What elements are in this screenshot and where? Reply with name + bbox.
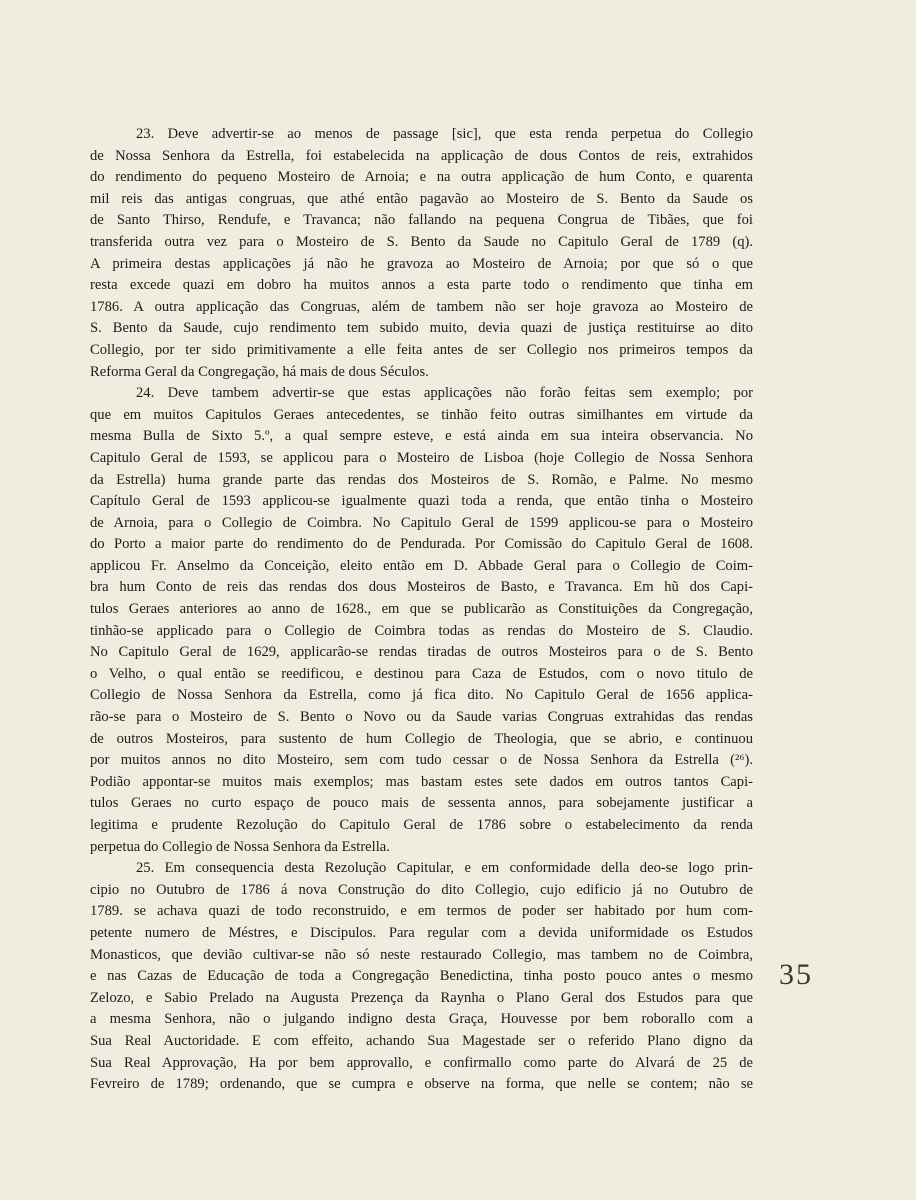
text-line: legitima e prudente Rezolução do Capitulo Geral de 1786 sobre o estabelecimento da renda <box>90 817 753 833</box>
text-line: 1789. se achava quazi de todo reconstruido, e em termos de poder ser habitado por hum com- <box>90 903 753 920</box>
paragraph-24 <box>90 383 753 858</box>
text-line: rão-se para o Mosteiro de S. Bento o Novo ou da Saude varias Congruas extrahidas das rendas <box>90 709 753 726</box>
text-line: e nas Cazas de Educação de toda a Congregação Benedictina, tinha posto pouco antes o mesmo <box>90 968 753 985</box>
text-line: de Nossa Senhora da Estrella, foi estabelecida na applicação de dous Contos de reis, extrahidos <box>90 147 753 164</box>
text-line: Podião appontar-se muitos mais exemplos; mas bastam estes sete dados em outros tantos Capi- <box>90 773 753 790</box>
text-line: por muitos annos no dito Mosteiro, sem com tudo cessar o de Nossa Senhora da Estrella (²⁶). <box>90 752 753 769</box>
page-number: 35 <box>779 958 813 991</box>
paragraph-25 <box>90 858 753 1096</box>
text-line: applicou Fr. Anselmo da Conceição, eleito então em D. Abbade Geral para o Collegio de Coim- <box>90 557 753 574</box>
body-text <box>90 124 753 1096</box>
text-line: 25. Em consequencia desta Rezolução Capitular, e em conformidade della deo-se logo prin- <box>136 860 753 877</box>
text-line: 23. Deve advertir-se ao menos de passage [sic], que esta renda perpetua do Collegio <box>136 126 753 142</box>
text-line: que em muitos Capitulos Geraes antecedentes, se tinhão feito outras similhantes em virtude da <box>90 406 753 423</box>
text-line: de Arnoia, para o Collegio de Coimbra. No Capitulo Geral de 1599 applicou-se para o Mosteiro <box>90 514 753 531</box>
text-line: perpetua do Collegio de Nossa Senhora da Estrella. <box>90 838 390 855</box>
text-line: bra hum Conto de reis das rendas dos dous Mosteiros de Basto, e Travanca. Em hũ dos Capi- <box>90 579 753 596</box>
text-line: 1786. A outra applicação das Congruas, além de tambem não ser hoje gravoza ao Mosteiro de <box>90 298 753 315</box>
text-line: de outros Mosteiros, para sustento de hum Collegio de Theologia, que se abrio, e continuou <box>90 730 753 747</box>
text-line: transferida outra vez para o Mosteiro de S. Bento da Saude no Capitulo Geral de 1789 (q). <box>90 233 753 250</box>
text-line: Capítulo Geral de 1593 applicou-se igualmente quazi toda a renda, que então tinha o Mosteiro <box>90 493 753 510</box>
text-line: Reforma Geral da Congregação, há mais de dous Séculos. <box>90 363 429 380</box>
text-line: Zelozo, e Sabio Prelado na Augusta Prezença da Raynha o Plano Geral dos Estudos para que <box>90 989 753 1006</box>
text-line: tulos Geraes no curto espaço de pouco mais de sessenta annos, para sobejamente justificar a <box>90 795 753 812</box>
text-line: Sua Real Auctoridade. E com effeito, achando Sua Magestade ser o referido Plano digno da <box>90 1032 753 1049</box>
text-line: Fevreiro de 1789; ordenando, que se cumpra e observe na forma, que nelle se contem; não se <box>90 1076 753 1093</box>
text-line: tinhão-se applicado para o Collegio de Coimbra todas as rendas do Mosteiro de S. Claudio. <box>90 622 753 639</box>
text-line: tulos Geraes anteriores ao anno de 1628., em que se publicarão as Constituições da Congregação, <box>90 601 753 618</box>
text-line: mil reis das antigas congruas, que athé então pagavão ao Mosteiro de S. Bento da Saude os <box>90 190 753 207</box>
text-line: cipio no Outubro de 1786 á nova Construção do dito Collegio, cujo edificio já no Outubro de <box>90 881 753 898</box>
text-line: de Santo Thirso, Rendufe, e Travanca; não fallando na pequena Congrua de Tibães, que foi <box>90 212 753 229</box>
text-line: Collegio de Nossa Senhora da Estrella, como já fica dito. No Capitulo Geral de 1656 applica- <box>90 687 753 704</box>
text-line: do Porto a maior parte do rendimento do de Pendurada. Por Comissão do Capitulo Geral de 1608. <box>90 536 753 553</box>
text-line: a mesma Senhora, não o julgando indigno desta Graça, Houvesse por bem roborallo com a <box>90 1011 753 1028</box>
paragraph-23 <box>90 124 753 383</box>
text-line: Sua Real Approvação, Ha por bem approvallo, e confirmallo como parte do Alvará de 25 de <box>90 1054 753 1071</box>
text-line: mesma Bulla de Sixto 5.º, a qual sempre esteve, e está ainda em sua inteira observancia. No <box>90 428 753 445</box>
text-line: resta excede quazi em dobro ha muitos annos a esta parte todo o rendimento que tinha em <box>90 277 753 294</box>
text-line: Collegio, por ter sido primitivamente a elle feita antes de ser Collegio nos primeiros tempos da <box>90 341 753 358</box>
text-line: petente numero de Méstres, e Discipulos. Para regular com a devida uniformidade os Estudos <box>90 924 753 941</box>
text-line: 24. Deve tambem advertir-se que estas applicações não forão feitas sem exemplo; por <box>136 385 753 402</box>
text-line: da Estrella) huma grande parte das rendas dos Mosteiros de S. Romão, e Palme. No mesmo <box>90 471 753 488</box>
text-line: S. Bento da Saude, cujo rendimento tem subido muito, devia quazi de justiça restituirse ao dito <box>90 320 753 337</box>
text-line: do rendimento do pequeno Mosteiro de Arnoia; e na outra applicação de hum Conto, e quarenta <box>90 169 753 186</box>
text-line: Capitulo Geral de 1593, se applicou para o Mosteiro de Lisboa (hoje Collegio de Nossa Senhora <box>90 449 753 466</box>
text-line: No Capitulo Geral de 1629, applicarão-se rendas tiradas de outros Mosteiros para o de S. Bento <box>90 644 753 661</box>
text-line: A primeira destas applicações já não he gravoza ao Mosteiro de Arnoia; por que só o que <box>90 255 753 272</box>
text-line: Monasticos, que devião cultivar-se não só neste restaurado Collegio, mas tambem no de Coimbra, <box>90 946 753 963</box>
text-line: o Velho, o qual então se reedificou, e destinou para Caza de Estudos, com o novo titulo de <box>90 665 753 682</box>
